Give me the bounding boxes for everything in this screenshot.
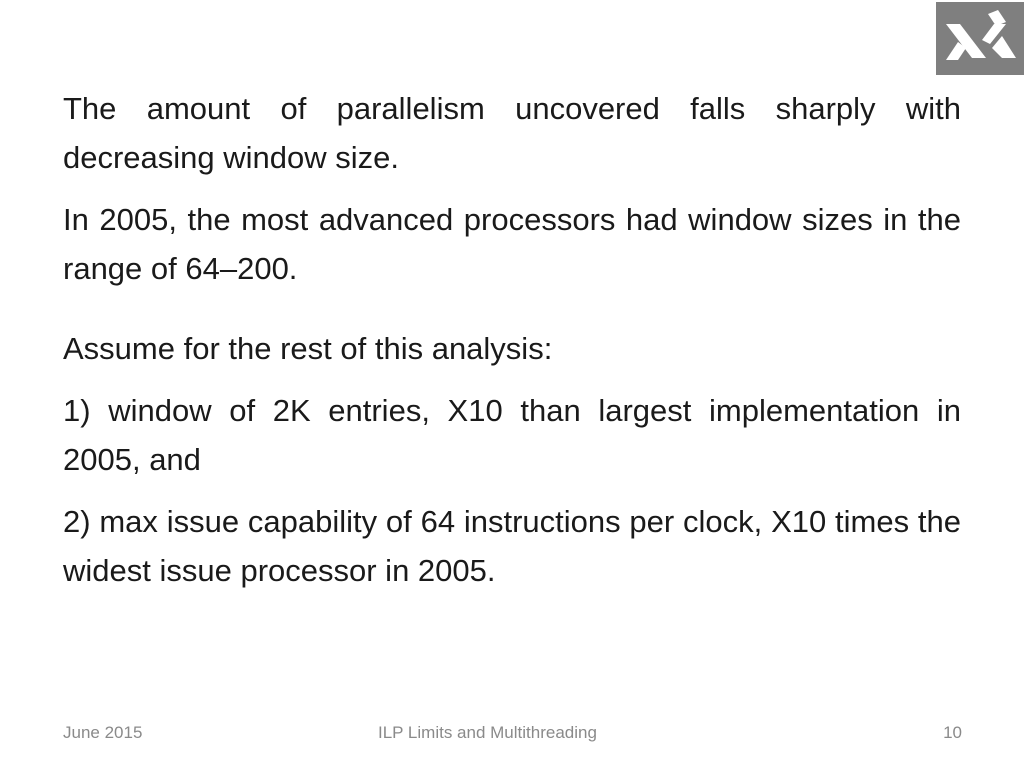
footer-date: June 2015	[63, 723, 143, 742]
body-paragraph-4: 1) window of 2K entries, X10 than largest implementation in 2005, and	[63, 393, 961, 477]
body-paragraph-1: The amount of parallelism uncovered falls sharply with decreasing window size.	[63, 91, 961, 175]
footer-title: ILP Limits and Multithreading	[378, 723, 597, 742]
body-paragraph-5: 2) max issue capability of 64 instructions per clock, X10 times the widest issue processor in 2005.	[63, 504, 961, 588]
slide-body	[63, 84, 961, 595]
body-paragraph-2: In 2005, the most advanced processors had window sizes in the range of 64–200.	[63, 202, 961, 286]
footer-page-number: 10	[943, 723, 962, 742]
body-paragraph-3: Assume for the rest of this analysis:	[63, 331, 553, 366]
technion-logo-icon	[936, 2, 1024, 75]
